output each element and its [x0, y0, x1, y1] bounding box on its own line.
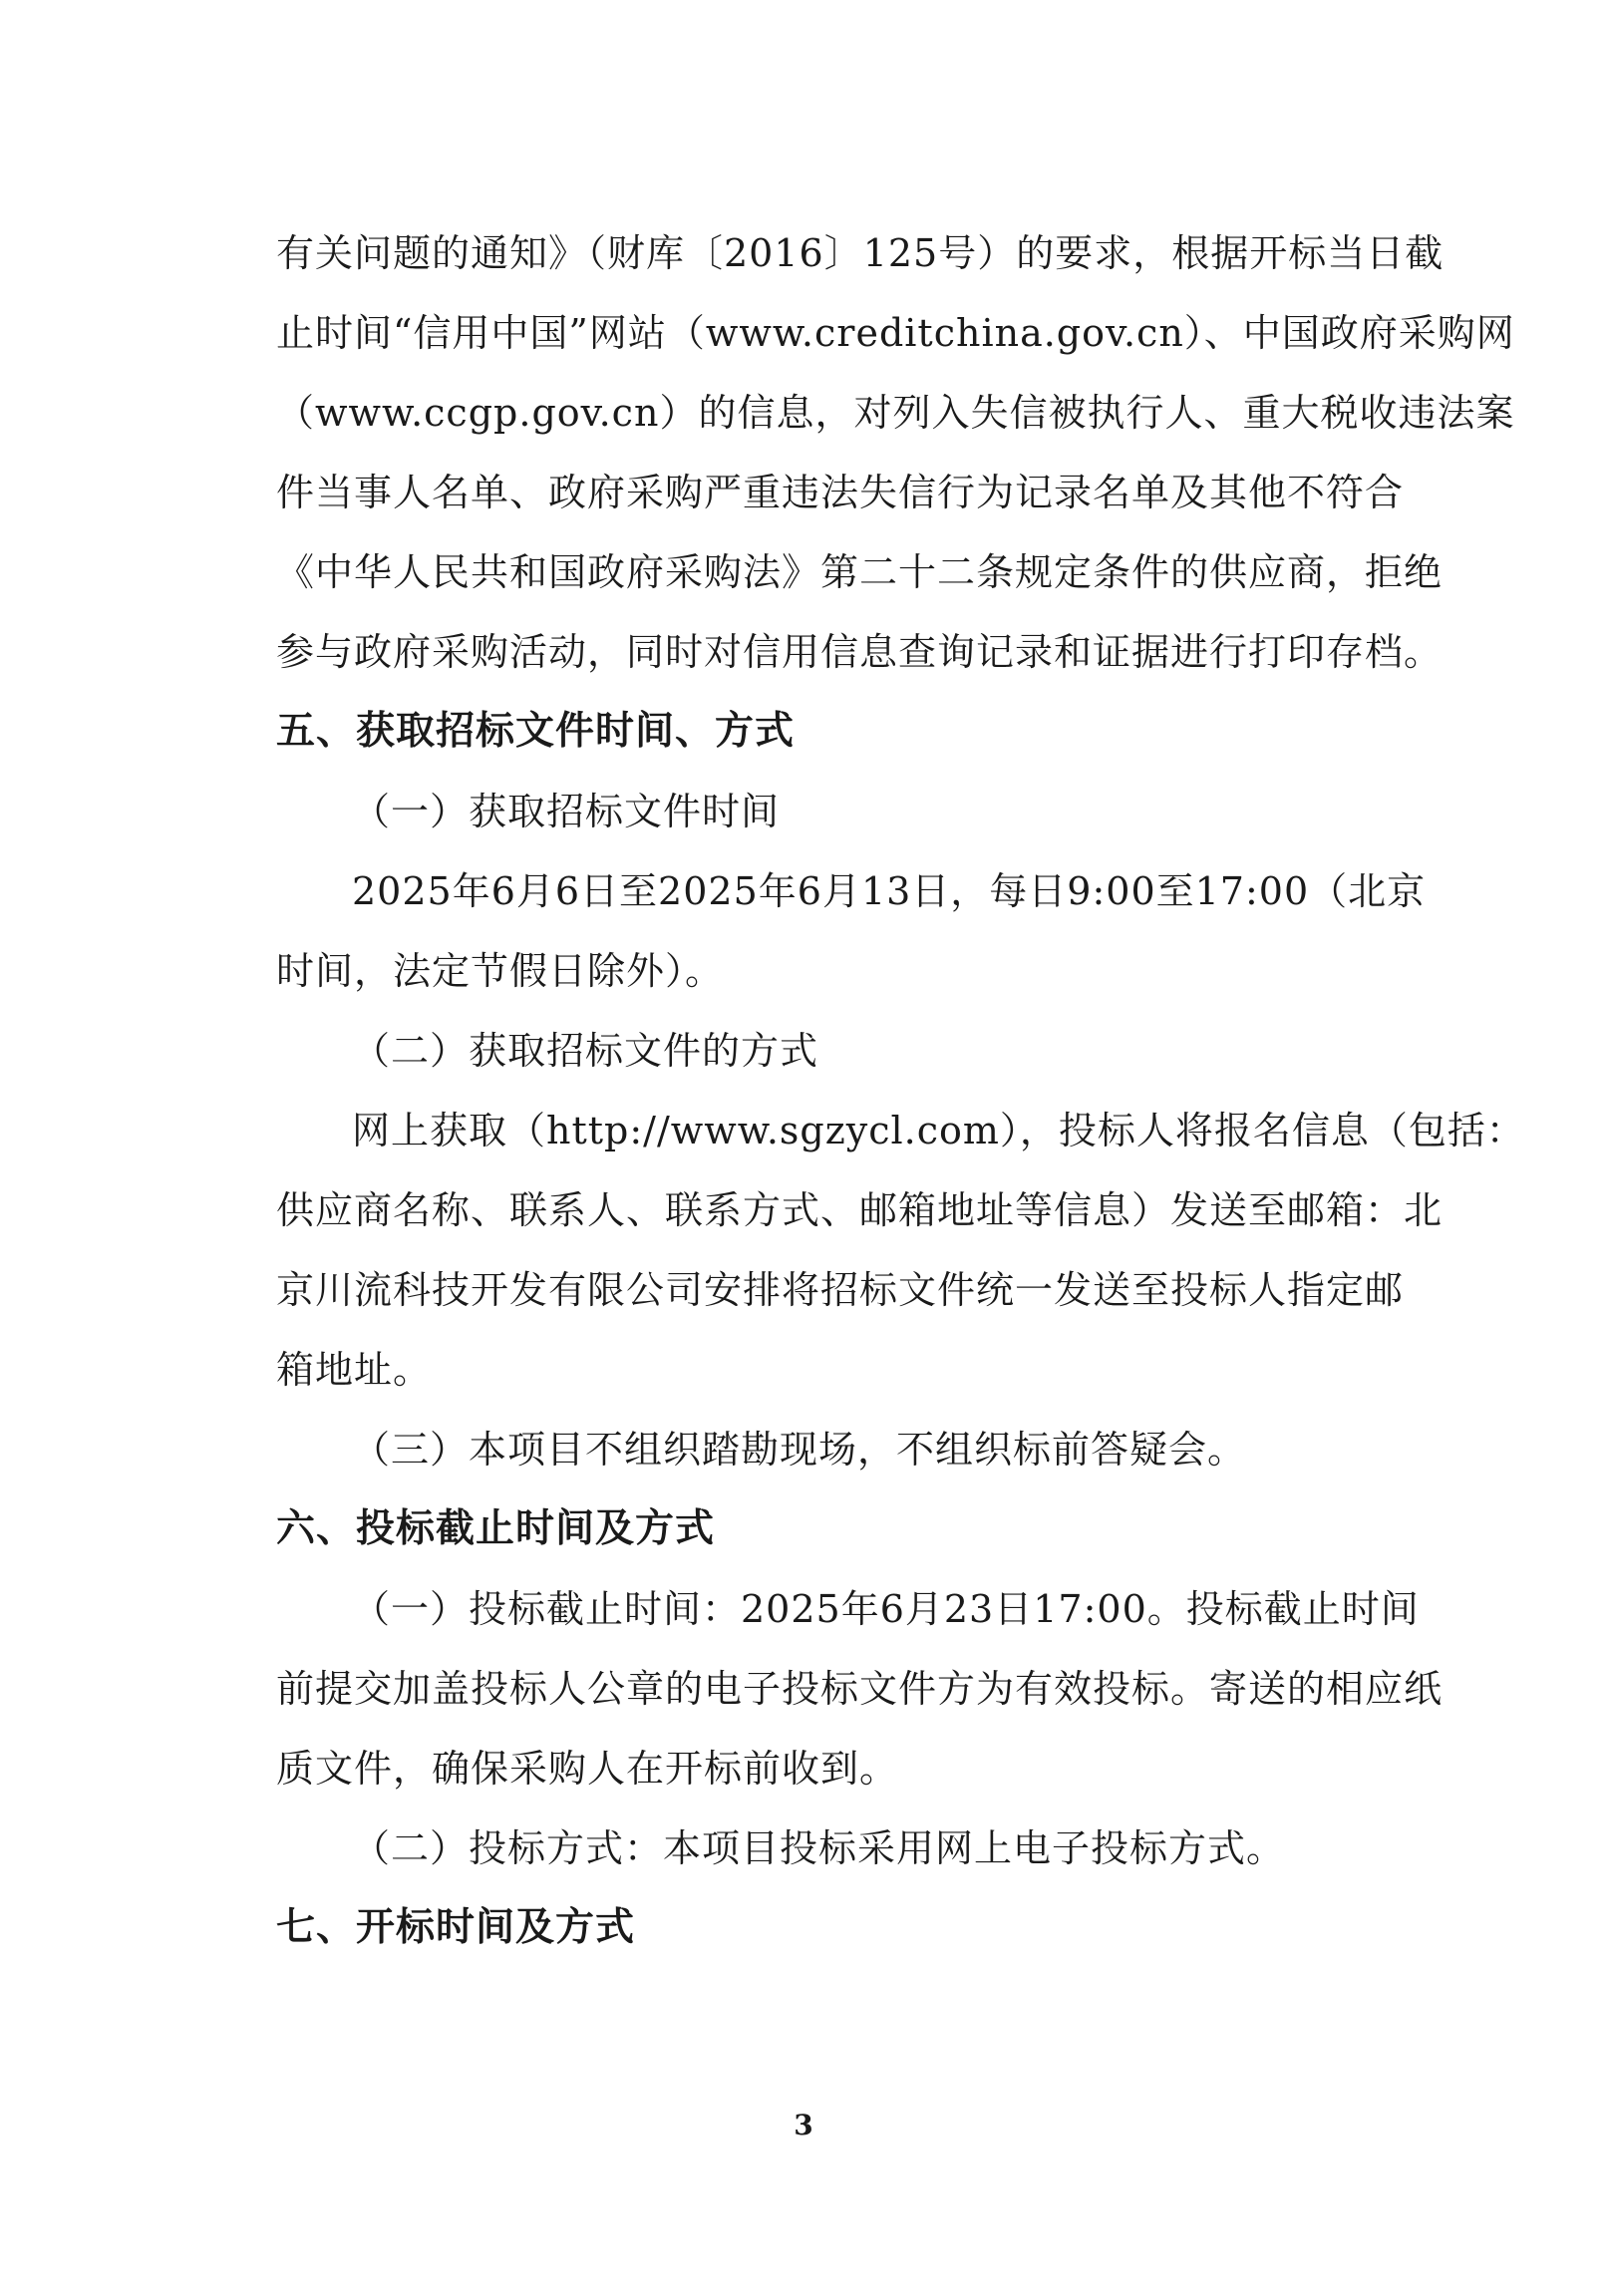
paragraph-line: （二）投标方式：本项目投标采用网上电子投标方式。 [352, 1826, 1286, 1870]
paragraph-line: 有关问题的通知》（财库〔2016〕125号）的要求，根据开标当日截 [276, 231, 1445, 275]
paragraph-line: 《中华人民共和国政府采购法》第二十二条规定条件的供应商，拒绝 [276, 550, 1444, 594]
paragraph-line: 时间，法定节假日除外）。 [276, 949, 725, 993]
paragraph-line: 质文件，确保采购人在开标前收到。 [276, 1747, 899, 1791]
paragraph-line: 2025年6月6日至2025年6月13日，每日9:00至17:00（北京 [352, 869, 1427, 913]
section-heading: 六、投标截止时间及方式 [276, 1506, 716, 1551]
paragraph-line: 参与政府采购活动，同时对信用信息查询记录和证据进行打印存档。 [276, 630, 1444, 674]
subsection-heading: （二）获取招标文件的方式 [352, 1029, 819, 1073]
paragraph-line: （三）本项目不组织踏勘现场，不组织标前答疑会。 [352, 1428, 1247, 1472]
subsection-heading: （一）获取招标文件时间 [352, 790, 781, 833]
paragraph-line: 前提交加盖投标人公章的电子投标文件方为有效投标。寄送的相应纸 [276, 1667, 1444, 1711]
paragraph-line: 供应商名称、联系人、联系方式、邮箱地址等信息）发送至邮箱：北 [276, 1188, 1444, 1232]
section-heading: 七、开标时间及方式 [276, 1905, 636, 1950]
paragraph-line: 网上获取（http://www.sgzycl.com），投标人将报名信息（包括： [352, 1109, 1525, 1152]
section-heading: 五、获取招标文件时间、方式 [276, 709, 796, 754]
paragraph-line: 件当事人名单、政府采购严重违法失信行为记录名单及其他不符合 [276, 471, 1405, 514]
paragraph-line: （www.ccgp.gov.cn）的信息，对列入失信被执行人、重大税收违法案 [276, 391, 1515, 435]
page-number: 3 [794, 2109, 813, 2141]
paragraph-line: （一）投标截止时间：2025年6月23日17:00。投标截止时间 [352, 1587, 1420, 1631]
paragraph-line: 箱地址。 [276, 1348, 433, 1392]
paragraph-line: 止时间“信用中国”网站（www.creditchina.gov.cn）、中国政府采购网 [276, 311, 1515, 355]
paragraph-line: 京川流科技开发有限公司安排将招标文件统一发送至投标人指定邮 [276, 1268, 1405, 1312]
